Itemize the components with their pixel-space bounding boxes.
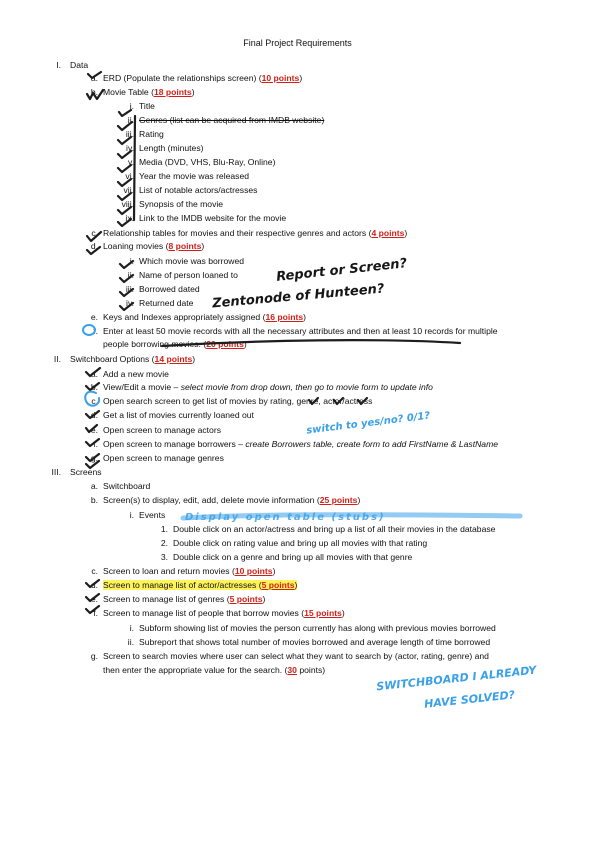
item-text: Title: [139, 101, 155, 111]
item-text: Loaning movies (: [103, 241, 169, 251]
item-text: Open screen to manage borrowers –: [103, 439, 246, 449]
item-marker: c.: [91, 396, 98, 406]
movie-field-year: [116, 171, 249, 182]
item-text: Screen to manage list of genres (: [103, 594, 230, 604]
item-marker: f.: [93, 608, 98, 618]
item-marker: 1.: [160, 524, 168, 534]
screens-item-g: [80, 651, 489, 662]
item-text: Screen to manage list of actor/actresses (: [103, 580, 262, 590]
item-text: Borrowed dated: [139, 284, 200, 294]
item-marker: a.: [90, 73, 98, 83]
item-marker: vi.: [125, 171, 134, 181]
loan-field-person: [116, 270, 238, 281]
points-label: 16 points: [265, 312, 304, 322]
points-label: 14 points: [154, 354, 193, 364]
points-label: 5 points: [229, 594, 263, 604]
loan-field-movie: [116, 256, 244, 267]
item-text: Double click on rating value and bring up all movies with that rating: [173, 538, 428, 548]
item-text: Which movie was borrowed: [139, 256, 245, 266]
item-close: ): [262, 594, 266, 604]
movie-field-actors: [116, 185, 257, 196]
item-text: Open search screen to get list of movies by rating, genre, actor/actress: [103, 396, 373, 406]
item-text: Subform showing list of movies the person currently has along with previous movies borrowed: [139, 623, 496, 633]
data-item-c: [80, 228, 407, 239]
item-text: Open screen to manage genres: [103, 453, 224, 463]
item-marker: g.: [90, 453, 98, 463]
item-text: Length (minutes): [139, 143, 204, 153]
data-item-b: [80, 87, 195, 98]
item-marker: f.: [93, 326, 98, 336]
item-text: then enter the appropriate value for the search. (: [103, 665, 288, 675]
item-text: Screen to manage list of people that borrow movies (: [103, 608, 305, 618]
handwritten-note-date: Zentonode of Hunteen?: [211, 281, 385, 312]
screens-item-c: [80, 566, 275, 577]
section-switchboard-heading: [47, 354, 195, 365]
borrower-subform: [116, 623, 496, 634]
screens-item-d: [80, 580, 297, 591]
movie-field-imdb-link: [116, 213, 286, 224]
item-close: ): [191, 87, 195, 97]
screens-item-e: [80, 594, 265, 605]
switchboard-item-g: [80, 453, 224, 464]
borrower-subreport: [116, 637, 490, 648]
data-item-f-cont: [103, 339, 247, 350]
section-marker: I.: [56, 60, 61, 70]
data-item-d: [80, 241, 204, 252]
screens-item-f: [80, 608, 345, 619]
item-marker: i.: [129, 101, 134, 111]
item-text: Screen(s) to display, edit, add, delete movie information (: [103, 495, 320, 505]
item-marker: a.: [90, 481, 98, 491]
section-label: Screens: [70, 467, 102, 477]
item-marker: g.: [90, 651, 98, 661]
item-marker: vii.: [123, 185, 134, 195]
item-marker: viii.: [121, 199, 134, 209]
item-marker: v.: [127, 157, 134, 167]
item-close: ): [341, 608, 345, 618]
item-text: Name of person loaned to: [139, 270, 238, 280]
item-marker: f.: [93, 439, 98, 449]
movie-field-media: [116, 157, 275, 168]
points-label: 20 points: [206, 339, 244, 349]
item-marker: iii.: [125, 129, 134, 139]
movie-field-synopsis: [116, 199, 223, 210]
item-marker: b.: [90, 382, 98, 392]
section-marker: II.: [53, 354, 61, 364]
item-text: Events: [139, 510, 166, 520]
switchboard-item-f: [80, 439, 498, 450]
points-label: 25 points: [319, 495, 358, 505]
item-text: people borrowing movies. (: [103, 339, 207, 349]
handwritten-note-display-table: Display open table (stubs): [185, 512, 386, 523]
item-close: ): [303, 312, 307, 322]
item-marker: e.: [90, 425, 98, 435]
item-close: ): [404, 228, 408, 238]
item-text: Add a new movie: [103, 369, 169, 379]
event-rating-double-click: [150, 538, 427, 549]
item-text: Double click on an actor/actress and bring up a list of all their movies in the database: [173, 524, 496, 534]
item-text: Synopsis of the movie: [139, 199, 224, 209]
loan-field-borrowed: [116, 284, 200, 295]
points-label: 10 points: [234, 566, 273, 576]
item-text: View/Edit a movie –: [103, 382, 181, 392]
section-marker: III.: [51, 467, 61, 477]
item-marker: d.: [90, 241, 98, 251]
handwritten-note-switchboard-line1: SWITCHBOARD I ALREADY: [375, 663, 538, 694]
item-close: ): [201, 241, 205, 251]
handwritten-note-yes-no: switch to yes/no? 0/1?: [305, 410, 431, 437]
item-text: Get a list of movies currently loaned out: [103, 410, 254, 420]
item-marker: ii.: [127, 270, 134, 280]
screens-item-b: [80, 495, 360, 506]
item-text: Switchboard: [103, 481, 151, 491]
points-label: 10 points: [261, 73, 300, 83]
movie-field-rating: [116, 129, 164, 140]
screens-item-g-cont: [103, 665, 325, 676]
points-label: 8 points: [168, 241, 202, 251]
item-marker: 3.: [160, 552, 168, 562]
item-marker: d.: [90, 580, 98, 590]
event-genre-double-click: [150, 552, 412, 563]
section-data-heading: [47, 60, 88, 71]
switchboard-item-c: [80, 396, 372, 407]
item-close: ): [299, 73, 303, 83]
item-marker: 2.: [160, 538, 168, 548]
switchboard-item-e: [80, 425, 221, 436]
movie-field-genres: [116, 115, 324, 126]
item-close: ): [243, 339, 247, 349]
item-close: ): [357, 495, 361, 505]
section-label: Data: [70, 60, 89, 70]
handwritten-note-report-or-screen: Report or Screen?: [275, 256, 408, 285]
item-text: Double click on a genre and bring up all movies with that genre: [173, 552, 413, 562]
data-item-e: [80, 312, 306, 323]
movie-field-title: [116, 101, 155, 112]
switchboard-item-d: [80, 410, 254, 421]
item-marker: i.: [129, 256, 134, 266]
item-marker: c.: [91, 566, 98, 576]
points-label: 30: [287, 665, 297, 675]
item-text: Media (DVD, VHS, Blu-Ray, Online): [139, 157, 276, 167]
item-text: ERD (Populate the relationships screen) (: [103, 73, 262, 83]
item-text: List of notable actors/actresses: [139, 185, 258, 195]
item-text: Enter at least 50 movie records with all the necessary attributes and then at least 10 records for multiple: [103, 326, 498, 336]
points-label: 18 points: [153, 87, 192, 97]
item-marker: i.: [129, 623, 134, 633]
item-marker: a.: [90, 369, 98, 379]
item-marker: iv.: [126, 143, 134, 153]
handwritten-note-switchboard-line2: HAVE SOLVED?: [423, 688, 516, 711]
item-text: Screen to loan and return movies (: [103, 566, 235, 576]
item-close: ): [272, 566, 276, 576]
item-marker: b.: [90, 87, 98, 97]
item-italic-text: create Borrowers table, create form to add FirstName & LastName: [245, 439, 499, 449]
item-text: Movie Table (: [103, 87, 154, 97]
movie-field-length: [116, 143, 204, 154]
points-label: 15 points: [304, 608, 342, 618]
item-marker: i.: [129, 510, 134, 520]
item-text: Year the movie was released: [139, 171, 250, 181]
screens-item-a: [80, 481, 150, 492]
item-text: Keys and Indexes appropriately assigned (: [103, 312, 266, 322]
screens-events-heading: [116, 510, 165, 521]
item-text: Screen to search movies where user can select what they want to search by (actor, rating, genre) and: [103, 651, 489, 661]
item-text: Subreport that shows total number of movies borrowed and average length of time borrowed: [139, 637, 491, 647]
item-marker: c.: [91, 228, 98, 238]
switchboard-item-b: [80, 382, 433, 393]
item-close: ): [192, 354, 196, 364]
section-label: Switchboard Options (: [70, 354, 155, 364]
item-text: Genres (list can be acquired from IMDB website): [139, 115, 325, 125]
points-label: 4 points: [371, 228, 405, 238]
item-marker: ii.: [127, 637, 134, 647]
item-marker: d.: [90, 410, 98, 420]
item-marker: e.: [90, 594, 98, 604]
item-text: Returned date: [139, 298, 194, 308]
data-item-f: [80, 326, 498, 337]
item-text: Rating: [139, 129, 164, 139]
item-marker: iv.: [126, 298, 134, 308]
item-marker: iii.: [125, 284, 134, 294]
item-close: points): [296, 665, 326, 675]
item-italic-text: select movie from drop down, then go to movie form to update info: [180, 382, 433, 392]
item-marker: ix.: [125, 213, 134, 223]
item-text: Link to the IMDB website for the movie: [139, 213, 287, 223]
points-label: 5 points: [261, 580, 295, 590]
data-item-a: [80, 73, 302, 84]
item-text: Open screen to manage actors: [103, 425, 221, 435]
item-marker: ii.: [127, 115, 134, 125]
highlighted-text: [103, 580, 297, 590]
loan-field-returned: [116, 298, 193, 309]
switchboard-item-a: [80, 369, 169, 380]
item-marker: b.: [90, 495, 98, 505]
item-marker: e.: [90, 312, 98, 322]
item-text: Relationship tables for movies and their respective genres and actors (: [103, 228, 372, 238]
item-close: ): [294, 580, 298, 590]
section-screens-heading: [47, 467, 102, 478]
event-actor-double-click: [150, 524, 495, 535]
page-title: Final Project Requirements: [243, 38, 352, 48]
